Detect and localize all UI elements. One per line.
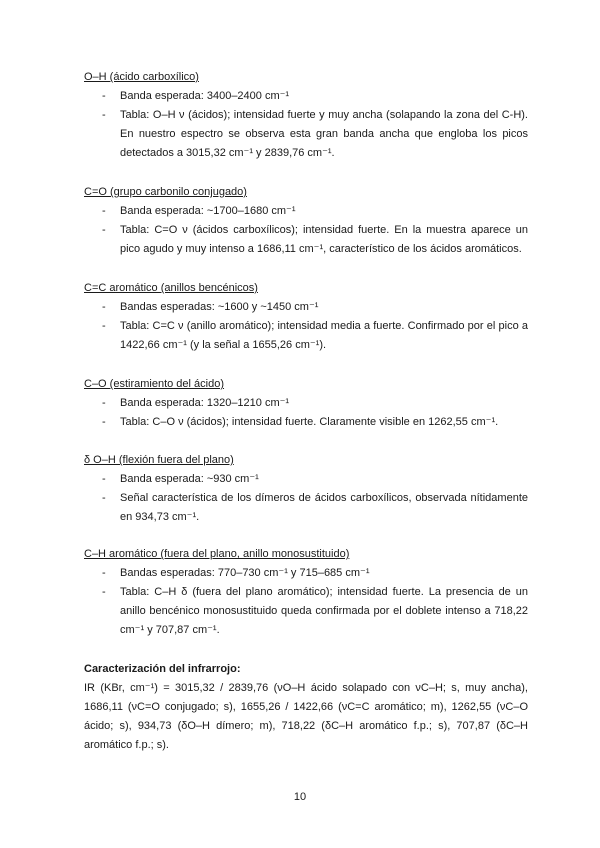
bullet-list — [84, 394, 528, 432]
list-item — [84, 106, 528, 163]
section-heading: C=O (grupo carbonilo conjugado) — [84, 186, 247, 198]
dash-bullet: - — [102, 473, 106, 485]
section-heading: C=C aromático (anillos bencénicos) — [84, 282, 258, 294]
section-co-stretch — [84, 375, 528, 432]
list-item-text: Tabla: C=C ν (anillo aromático); intensidad media a fuerte. Confirmado por el pico a 1422,66 cm⁻¹ (y la señal a 1655,26 cm⁻¹). — [120, 320, 528, 351]
ir-title: Caracterización del infrarrojo: — [84, 663, 241, 675]
dash-bullet: - — [102, 492, 106, 504]
bullet-list — [84, 470, 528, 527]
dash-bullet: - — [102, 397, 106, 409]
dash-bullet: - — [102, 416, 106, 428]
section-heading: C–H aromático (fuera del plano, anillo monosustituido) — [84, 548, 350, 560]
list-item — [84, 489, 528, 527]
section-oh-acid — [84, 68, 528, 163]
bullet-list — [84, 298, 528, 355]
list-item — [84, 221, 528, 259]
dash-bullet: - — [102, 224, 106, 236]
section-aromatic-ch — [84, 545, 528, 640]
section-heading: δ O–H (flexión fuera del plano) — [84, 454, 234, 466]
section-oh-bend — [84, 451, 528, 527]
section-heading: O–H (ácido carboxílico) — [84, 71, 199, 83]
section-carbonyl — [84, 183, 528, 259]
list-item — [84, 298, 528, 317]
section-aromatic-cc — [84, 279, 528, 355]
list-item-text: Bandas esperadas: 770–730 cm⁻¹ y 715–685 cm⁻¹ — [120, 567, 370, 579]
list-item — [84, 564, 528, 583]
list-item-text: Banda esperada: ~930 cm⁻¹ — [120, 473, 259, 485]
list-item — [84, 394, 528, 413]
list-item-text: Señal característica de los dímeros de ácidos carboxílicos, observada nítidamente en 934,73 cm⁻¹. — [120, 492, 528, 523]
bullet-list — [84, 202, 528, 259]
dash-bullet: - — [102, 90, 106, 102]
ir-text: IR (KBr, cm⁻¹) = 3015,32 / 2839,76 (νO–H ácido solapado con νC–H; s, muy ancha), 1686,11 (νC=O conjugado; s), 1655,26 / 1422,66 (νC=C aromático; m), 1262,55 (νC–O ácido; s), 934,73 (δO–H dímero; m), 718,22 (δC–H aromático f.p.; s), 707,87 (δC–H aromático f.p.; s). — [84, 682, 528, 751]
list-item — [84, 470, 528, 489]
bullet-list — [84, 564, 528, 640]
list-item — [84, 413, 528, 432]
list-item-text: Tabla: C–H δ (fuera del plano aromático); intensidad fuerte. La presencia de un anillo bencénico monosustituido queda confirmada por el doblete intenso a 718,22 cm⁻¹ y 707,87 cm⁻¹. — [120, 586, 528, 636]
dash-bullet: - — [102, 586, 106, 598]
dash-bullet: - — [102, 567, 106, 579]
list-item-text: Banda esperada: 3400–2400 cm⁻¹ — [120, 90, 290, 102]
list-item — [84, 87, 528, 106]
dash-bullet: - — [102, 320, 106, 332]
list-item-text: Banda esperada: 1320–1210 cm⁻¹ — [120, 397, 290, 409]
list-item-text: Bandas esperadas: ~1600 y ~1450 cm⁻¹ — [120, 301, 319, 313]
list-item-text: Tabla: C–O ν (ácidos); intensidad fuerte. Claramente visible en 1262,55 cm⁻¹. — [120, 416, 499, 428]
dash-bullet: - — [102, 109, 106, 121]
list-item — [84, 317, 528, 355]
bullet-list — [84, 87, 528, 163]
page-number: 10 — [293, 791, 307, 803]
ir-characterization — [84, 660, 528, 755]
list-item — [84, 202, 528, 221]
list-item-text: Tabla: C=O ν (ácidos carboxílicos); intensidad fuerte. En la muestra aparece un pico agudo y muy intenso a 1686,11 cm⁻¹, característico de los ácidos aromáticos. — [120, 224, 528, 255]
section-heading: C–O (estiramiento del ácido) — [84, 378, 225, 390]
dash-bullet: - — [102, 205, 106, 217]
list-item-text: Tabla: O–H ν (ácidos); intensidad fuerte y muy ancha (solapando la zona del C-H). En nuestro espectro se observa esta gran banda ancha que engloba los picos detectados a 3015,32 cm⁻¹ y 2839,76 cm⁻¹. — [120, 109, 528, 159]
list-item-text: Banda esperada: ~1700–1680 cm⁻¹ — [120, 205, 296, 217]
dash-bullet: - — [102, 301, 106, 313]
list-item — [84, 583, 528, 640]
